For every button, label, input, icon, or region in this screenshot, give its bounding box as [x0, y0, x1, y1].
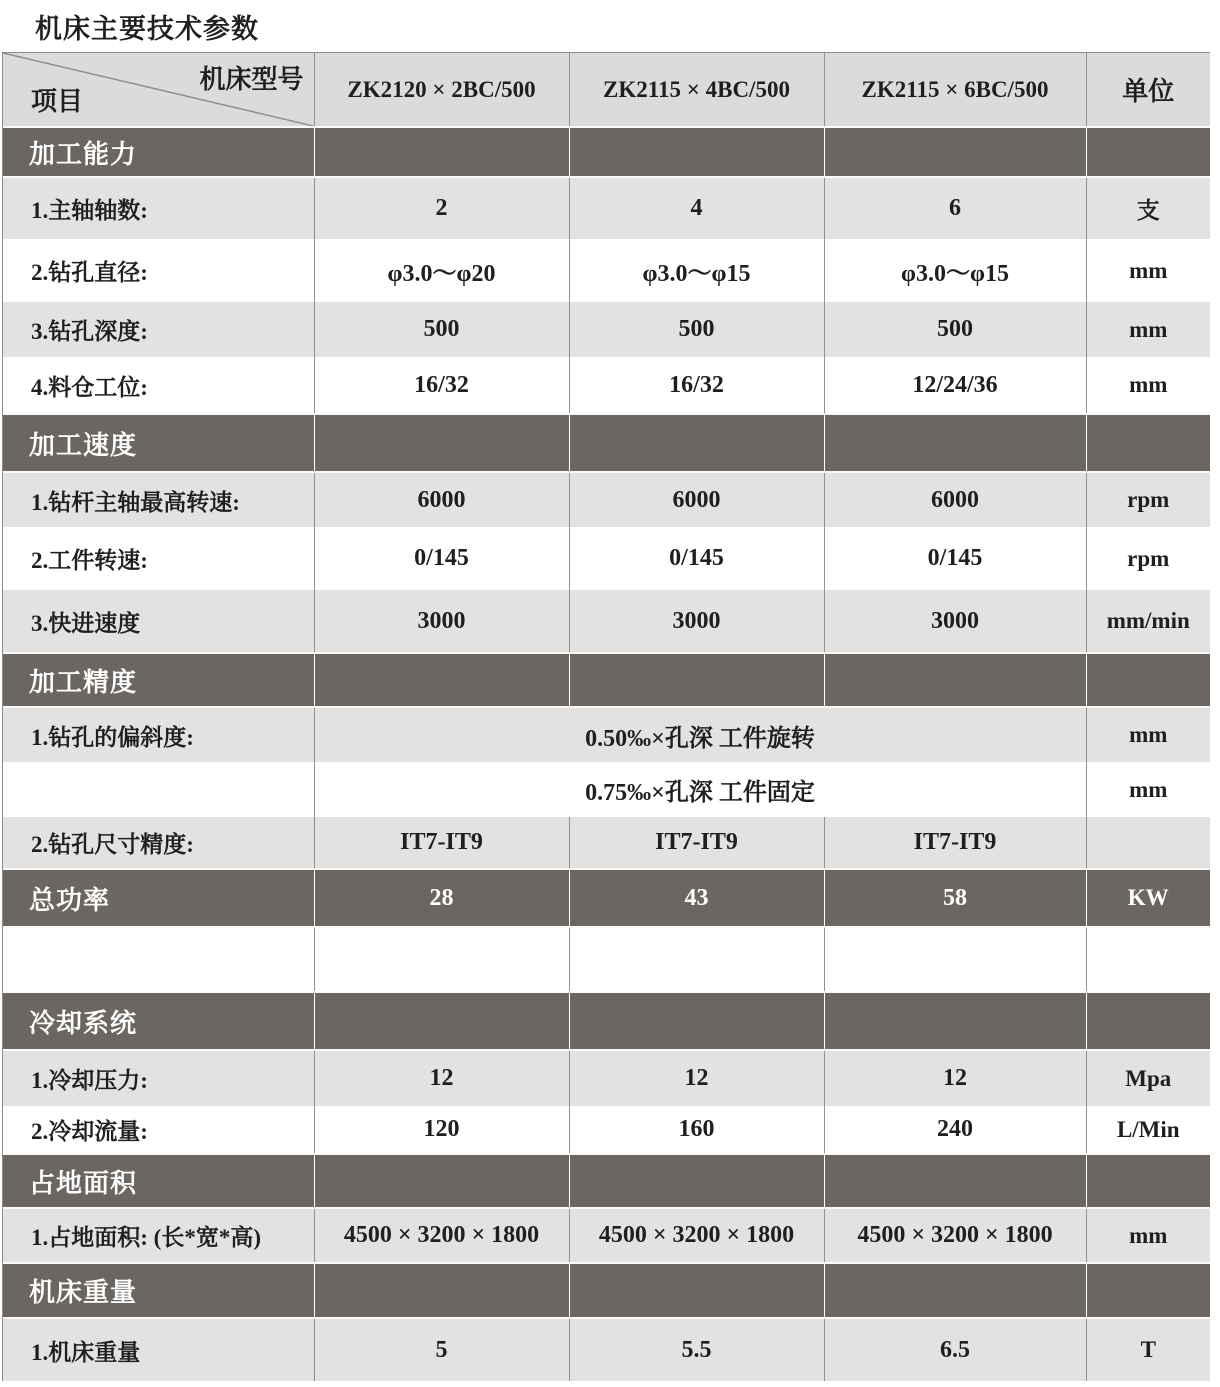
empty-cell [569, 927, 824, 992]
section-band-row [3, 127, 1210, 177]
value-cell: 3000 [824, 590, 1086, 653]
section-band-row [3, 653, 1210, 707]
header-corner-model-label: 机床型号 [199, 65, 304, 94]
row-label [3, 762, 314, 817]
page-title: 机床主要技术参数 [35, 14, 259, 45]
section-band-cell [824, 992, 1086, 1050]
value-cell: IT7-IT9 [569, 817, 824, 869]
section-title: 加工能力 [3, 127, 314, 177]
section-band-cell [314, 992, 569, 1050]
unit-cell: mm [1086, 1208, 1210, 1263]
section-band-unit-cell [1086, 653, 1210, 707]
row-label: 1.主轴轴数: [3, 177, 314, 239]
data-row [3, 177, 1210, 239]
unit-cell: Mpa [1086, 1050, 1210, 1106]
data-row [3, 1318, 1210, 1381]
value-cell: 6000 [569, 472, 824, 527]
unit-cell: 支 [1086, 177, 1210, 239]
row-label: 2.钻孔直径: [3, 239, 314, 302]
data-row [3, 357, 1210, 414]
header-corner-cell [3, 53, 314, 127]
row-label: 3.钻孔深度: [3, 302, 314, 357]
header-model-1: ZK2120 × 2BC/500 [314, 53, 569, 127]
row-label: 4.料仓工位: [3, 357, 314, 414]
unit-cell: mm [1086, 302, 1210, 357]
section-band-cell [314, 653, 569, 707]
header-corner-item-label: 项目 [31, 87, 84, 116]
value-cell: 4500 × 3200 × 1800 [824, 1208, 1086, 1263]
header-model-3: ZK2115 × 6BC/500 [824, 53, 1086, 127]
unit-cell: mm/min [1086, 590, 1210, 653]
spec-table-container [2, 52, 1210, 1381]
value-cell: 58 [824, 869, 1086, 927]
value-cell: 4500 × 3200 × 1800 [314, 1208, 569, 1263]
value-cell: 12 [569, 1050, 824, 1106]
section-title: 冷却系统 [3, 992, 314, 1050]
value-cell: φ3.0～φ20 [314, 239, 569, 302]
value-cell: 28 [314, 869, 569, 927]
value-cell: 0/145 [569, 527, 824, 590]
value-cell: 6.5 [824, 1318, 1086, 1381]
section-band-row [3, 1154, 1210, 1208]
section-band-cell [314, 1263, 569, 1318]
empty-cell [824, 927, 1086, 992]
unit-cell: mm [1086, 357, 1210, 414]
section-band-cell [824, 414, 1086, 472]
row-label: 2.冷却流量: [3, 1106, 314, 1154]
section-band-cell [824, 1263, 1086, 1318]
unit-cell [1086, 817, 1210, 869]
value-cell: 16/32 [314, 357, 569, 414]
section-band-cell [824, 127, 1086, 177]
value-cell: φ3.0～φ15 [569, 239, 824, 302]
section-band-cell [314, 414, 569, 472]
unit-cell: mm [1086, 707, 1210, 762]
section-band-cell [569, 1263, 824, 1318]
section-title: 机床重量 [3, 1263, 314, 1318]
section-band-values-row [3, 869, 1210, 927]
value-cell: 500 [314, 302, 569, 357]
value-cell: 43 [569, 869, 824, 927]
section-band-row [3, 414, 1210, 472]
section-title: 总功率 [3, 869, 314, 927]
data-row [3, 1208, 1210, 1263]
section-band-cell [314, 1154, 569, 1208]
row-label: 1.钻孔的偏斜度: [3, 707, 314, 762]
section-title: 加工速度 [3, 414, 314, 472]
value-cell: 6000 [824, 472, 1086, 527]
unit-cell: rpm [1086, 527, 1210, 590]
header-model-2: ZK2115 × 4BC/500 [569, 53, 824, 127]
value-cell: 120 [314, 1106, 569, 1154]
section-band-unit-cell [1086, 414, 1210, 472]
value-cell-spanned: 0.75‰×孔深 工件固定 [314, 762, 1086, 817]
section-title: 加工精度 [3, 653, 314, 707]
row-label: 2.钻孔尺寸精度: [3, 817, 314, 869]
section-band-row [3, 992, 1210, 1050]
empty-cell [314, 927, 569, 992]
data-row [3, 1106, 1210, 1154]
data-row [3, 817, 1210, 869]
section-band-unit-cell [1086, 1154, 1210, 1208]
empty-cell [3, 927, 314, 992]
data-row [3, 302, 1210, 357]
empty-row [3, 927, 1210, 992]
value-cell: 4500 × 3200 × 1800 [569, 1208, 824, 1263]
value-cell-spanned: 0.50‰×孔深 工件旋转 [314, 707, 1086, 762]
data-row [3, 527, 1210, 590]
value-cell: 12 [314, 1050, 569, 1106]
row-label: 3.快进速度 [3, 590, 314, 653]
section-band-unit-cell [1086, 127, 1210, 177]
section-band-cell [569, 127, 824, 177]
unit-cell: T [1086, 1318, 1210, 1381]
value-cell: 0/145 [824, 527, 1086, 590]
value-cell: 4 [569, 177, 824, 239]
section-band-row [3, 1263, 1210, 1318]
data-row [3, 707, 1210, 762]
row-label: 1.机床重量 [3, 1318, 314, 1381]
row-label: 2.工件转速: [3, 527, 314, 590]
section-band-cell [314, 127, 569, 177]
empty-cell [1086, 927, 1210, 992]
section-band-cell [569, 1154, 824, 1208]
value-cell: 160 [569, 1106, 824, 1154]
unit-cell: rpm [1086, 472, 1210, 527]
header-unit-label: 单位 [1086, 53, 1210, 127]
value-cell: 0/145 [314, 527, 569, 590]
section-band-cell [569, 653, 824, 707]
value-cell: 2 [314, 177, 569, 239]
unit-cell: mm [1086, 762, 1210, 817]
data-row [3, 762, 1210, 817]
value-cell: 12/24/36 [824, 357, 1086, 414]
section-band-cell [569, 414, 824, 472]
value-cell: 500 [569, 302, 824, 357]
value-cell: 3000 [569, 590, 824, 653]
unit-cell: KW [1086, 869, 1210, 927]
section-band-unit-cell [1086, 992, 1210, 1050]
value-cell: 5 [314, 1318, 569, 1381]
data-row [3, 472, 1210, 527]
data-row [3, 239, 1210, 302]
row-label: 1.钻杆主轴最高转速: [3, 472, 314, 527]
unit-cell: mm [1086, 239, 1210, 302]
value-cell: 6000 [314, 472, 569, 527]
value-cell: IT7-IT9 [314, 817, 569, 869]
unit-cell: L/Min [1086, 1106, 1210, 1154]
value-cell: 16/32 [569, 357, 824, 414]
value-cell: IT7-IT9 [824, 817, 1086, 869]
value-cell: 500 [824, 302, 1086, 357]
row-label: 1.冷却压力: [3, 1050, 314, 1106]
value-cell: 240 [824, 1106, 1086, 1154]
row-label: 1.占地面积: (长*宽*高) [3, 1208, 314, 1263]
value-cell: 12 [824, 1050, 1086, 1106]
data-row [3, 590, 1210, 653]
value-cell: 6 [824, 177, 1086, 239]
value-cell: 3000 [314, 590, 569, 653]
spec-table [3, 53, 1210, 1381]
section-band-cell [569, 992, 824, 1050]
section-band-unit-cell [1086, 1263, 1210, 1318]
section-band-cell [824, 653, 1086, 707]
data-row [3, 1050, 1210, 1106]
value-cell: φ3.0～φ15 [824, 239, 1086, 302]
section-band-cell [824, 1154, 1086, 1208]
section-title: 占地面积 [3, 1154, 314, 1208]
value-cell: 5.5 [569, 1318, 824, 1381]
table-header-row [3, 53, 1210, 127]
